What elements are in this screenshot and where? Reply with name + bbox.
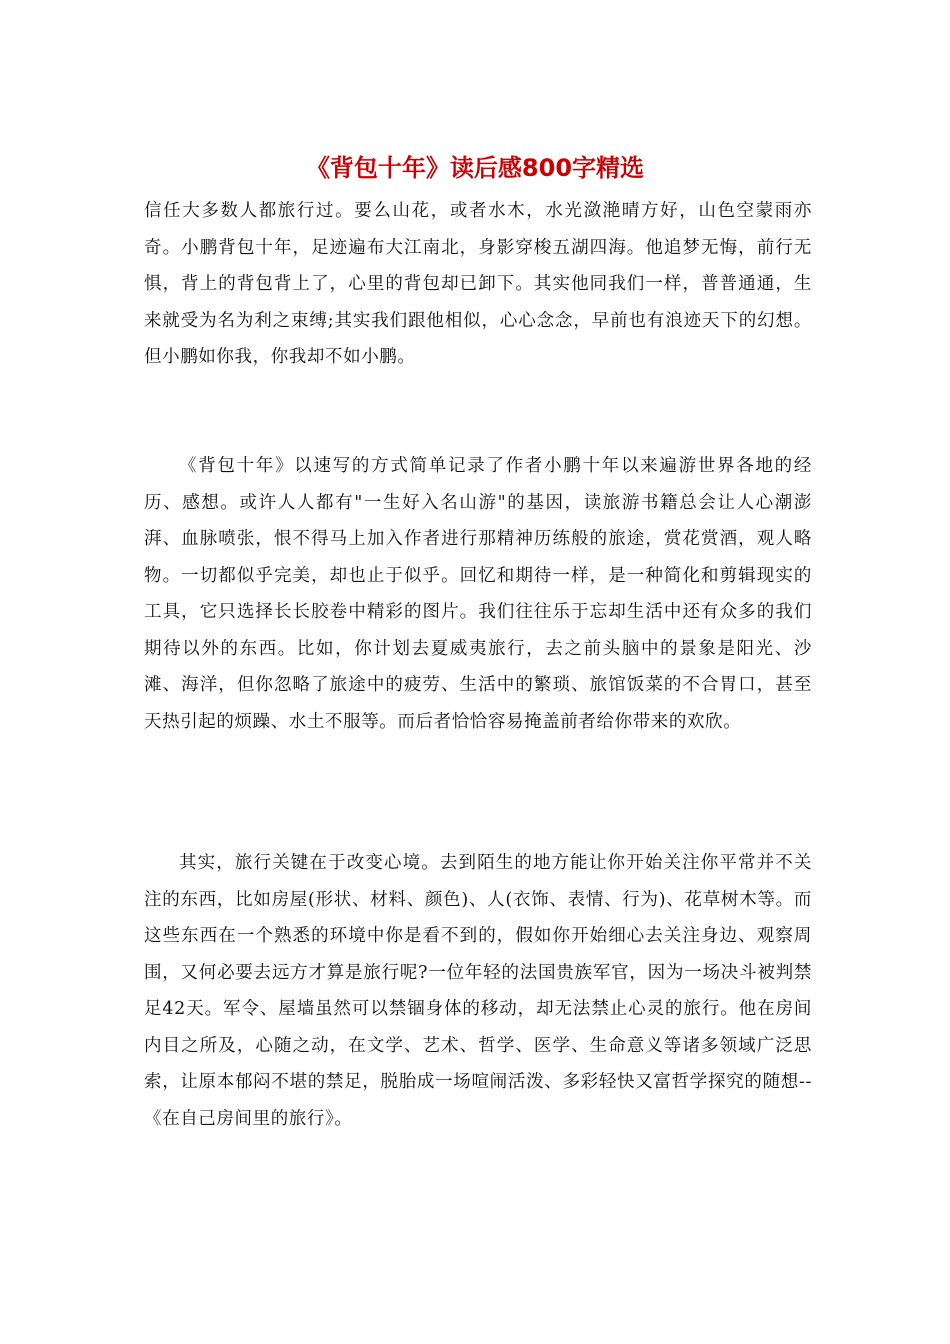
- paragraph-2: 《背包十年》以速写的方式简单记录了作者小鹏十年以来遍游世界各地的经历、感想。或许人人都有"一生好入名山游"的基因，读旅游书籍总会让人心潮澎湃、血脉喷张，恨不得马上加入作者进行那精神历练般的旅途，赏花赏酒，观人略物。一切都似乎完美，却也止于似乎。回忆和期待一样，是一种简化和剪辑现实的工具，它只选择长长胶卷中精彩的图片。我们往往乐于忘却生活中还有众多的我们期待以外的东西。比如，你计划去夏威夷旅行，去之前头脑中的景象是阳光、沙滩、海洋，但你忽略了旅途中的疲劳、生活中的繁琐、旅馆饭菜的不合胃口，甚至天热引起的烦躁、水土不服等。而后者恰恰容易掩盖前者给你带来的欢欣。: [144, 456, 812, 732]
- document-title: 《背包十年》读后感800字精选: [305, 154, 645, 182]
- paragraph-1: 信任大多数人都旅行过。要么山花，或者水木，水光潋滟晴方好，山色空蒙雨亦奇。小鹏背包十年，足迹遍布大江南北，身影穿梭五湖四海。他追梦无悔，前行无惧，背上的背包背上了，心里的背包却已卸下。其实他同我们一样，普普通通，生来就受为名为利之束缚;其实我们跟他相似，心心念念，早前也有浪迹天下的幻想。但小鹏如你我，你我却不如小鹏。: [144, 201, 812, 367]
- paragraph-3: 其实，旅行关键在于改变心境。去到陌生的地方能让你开始关注你平常并不关注的东西，比如房屋(形状、材料、颜色)、人(衣饰、表情、行为)、花草树木等。而这些东西在一个熟悉的环境中你是看不到的，假如你开始细心去关注身边、观察周围，又何必要去远方才算是旅行呢?一位年轻的法国贵族军官，因为一场决斗被判禁足42天。军令、屋墙虽然可以禁锢身体的移动，却无法禁止心灵的旅行。他在房间内目之所及，心随之动，在文学、艺术、哲学、医学、生命意义等诸多领域广泛思索，让原本郁闷不堪的禁足，脱胎成一场喧闹活泼、多彩轻快又富哲学探究的随想--《在自己房间里的旅行》。: [144, 853, 812, 1129]
